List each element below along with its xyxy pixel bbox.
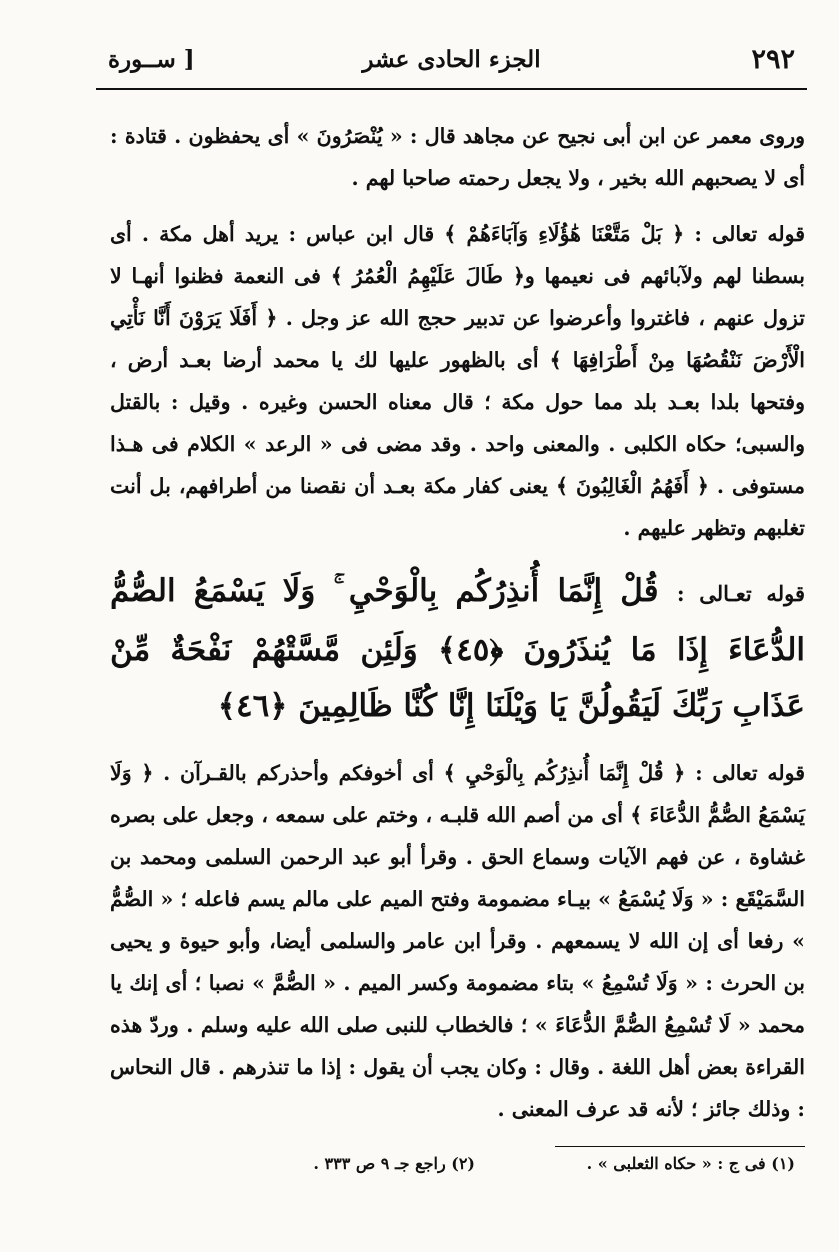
verse-block — [110, 563, 805, 734]
footnote-rule — [555, 1146, 805, 1147]
page-body — [110, 115, 805, 1144]
paragraph-commentary: قوله تعالى : ﴿ قُلْ إِنَّمَا أُنذِرُكُم بِالْوَحْيِ ﴾ أى أخوفكم وأحذركم بالقـرآن . ﴿ وَلَا يَسْمَعُ الصُّمُّ الدُّعَاءَ ﴾ أى من أصم الله قلبـه ، وختم على سمعه ، وجعل على بصره غشاوة ، عن فهم الآيات وسماع الحق . وقرأ أبو عبد الرحمن السلمى ومحمد بن السَّمَيْقَع : « وَلَا يُسْمَعُ » بيـاء مضمومة وفتح الميم على مالم يسم فاعله ؛ « الصُّمُّ » رفعا أى إن الله لا يسمعهم . وقرأ ابن عامر والسلمى أيضا، وأبو حيوة و يحيى بن الحرث : « وَلَا تُسْمِعُ » بتاء مضمومة وكسر الميم . « الصُّمَّ » نصبا ؛ أى إنك يا محمد « لَا تُسْمِعُ الصُّمَّ الدُّعَاءَ » ؛ فالخطاب للنبى صلى الله عليه وسلم . وردّ هذه القراءة بعض أهل اللغة . وقال : وكان يجب أن يقول : إذا ما تنذرهم . قال النحاس : وذلك جائز ؛ لأنه قد عرف المعنى . — [110, 761, 805, 1121]
surah-title: [ ســورة — [108, 46, 195, 73]
part-title: الجزء الحادى عشر — [362, 46, 541, 73]
page-number: ٢٩٢ — [751, 44, 795, 75]
footnote-2: (٢) راجع جـ ٩ ص ٣٣٣ . — [313, 1154, 475, 1173]
paragraph-mujahid: وروى معمر عن ابن أبى نجيح عن مجاهد قال : « يُنْصَرُونَ » أى يحفظون . قتادة : أى لا يصحبهم الله بخير ، ولا يجعل رحمته صاحبا لهم . — [110, 124, 805, 190]
footnote-1: (١) فى ج : « حكاه الثعلبى » . — [586, 1154, 795, 1173]
verse-text: قُلْ إِنَّمَا أُنذِرُكُم بِالْوَحْيِ ۚ وَلَا يَسْمَعُ الصُّمُّ الدُّعَاءَ إِذَا مَا يُنذَرُونَ ﴿٤٥﴾ وَلَئِن مَّسَّتْهُمْ نَفْحَةٌ مِّنْ عَذَابِ رَبِّكَ لَيَقُولُنَّ يَا وَيْلَنَا إِنَّا كُنَّا ظَالِمِينَ ﴿٤٦﴾ — [110, 573, 805, 724]
verse-lead: قوله تعـالى : — [676, 581, 805, 606]
page-header — [96, 42, 807, 92]
header-rule — [96, 88, 807, 90]
paragraph-bal-mattana: قوله تعالى : ﴿ بَلْ مَتَّعْنَا هَٰؤُلَاءِ وَآبَاءَهُمْ ﴾ قال ابن عباس : يريد أهل مكة . أى بسطنا لهم ولآبائهم فى نعيمها و﴿ طَالَ عَلَيْهِمُ الْعُمُرُ ﴾ فى النعمة فظنوا أنهـا لا تزول عنهم ، فاغتروا وأعرضوا عن تدبير حجج الله عز وجل . ﴿ أَفَلَا يَرَوْنَ أَنَّا نَأْتِي الْأَرْضَ نَنْقُصُهَا مِنْ أَطْرَافِهَا ﴾ أى بالظهور عليها لك يا محمد أرضا بعـد أرض ، وفتحها بلدا بعـد بلد مما حول مكة ؛ قال معناه الحسن وغيره . وقيل : بالقتل والسبى؛ حكاه الكلبى . والمعنى واحد . وقد مضى فى « الرعد » الكلام فى هـذا مستوفى . ﴿ أَفَهُمُ الْغَالِبُونَ ﴾ يعنى كفار مكة بعـد أن نقصنا من أطرافهم، بل أنت تغلبهم وتظهر عليهم . — [110, 222, 805, 540]
